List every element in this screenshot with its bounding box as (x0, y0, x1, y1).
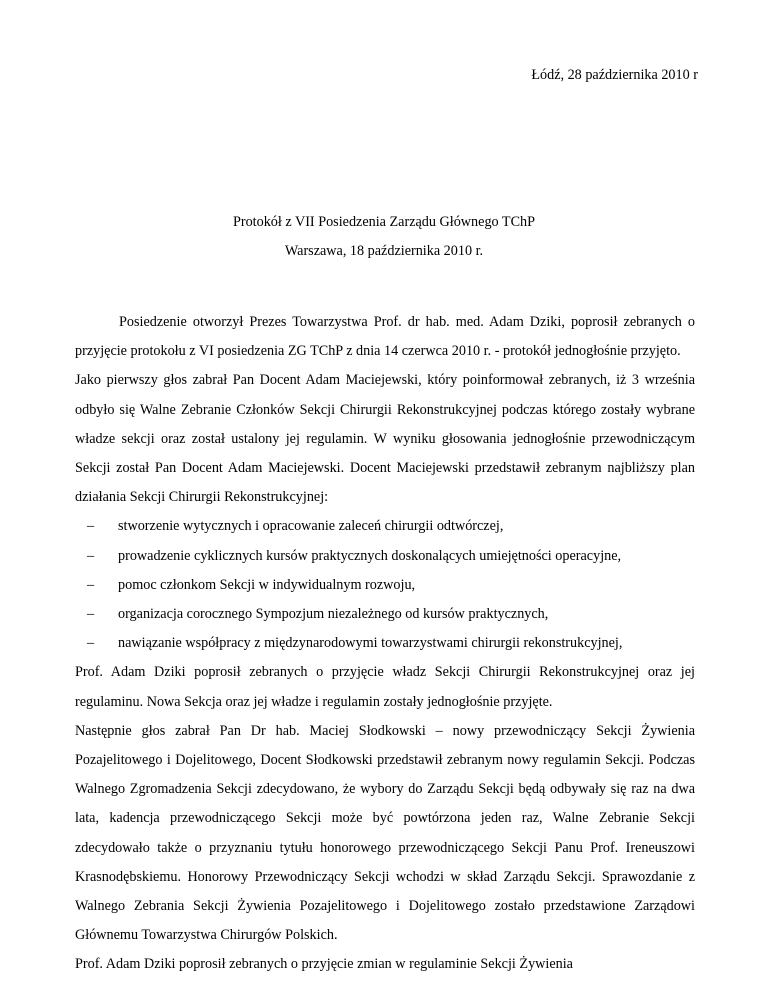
dash-bullet: – (87, 606, 95, 623)
list-item (75, 542, 695, 571)
list-item (75, 600, 695, 629)
list-item-text: prowadzenie cyklicznych kursów praktycznych doskonalących umiejętności operacyjne, (118, 547, 622, 564)
document-body (75, 308, 695, 980)
paragraph-nutrition-section: Następnie głos zabrał Pan Dr hab. Maciej Słodkowski – nowy przewodniczący Sekcji Żywienia Pozajelitowego i Dojelitowego, Docent Słodkowski przedstawił zebranym nowy regulamin Sekcji. Podczas Walnego Zgromadzenia Sekcji zdecydowano, że wybory do Zarządu Sekcji będą odbywały się raz na dwa lata, kadencja przewodniczącego Sekcji może być powtórzona jeden raz, Walne Zebranie Sekcji zdecydowało także o przyznaniu tytułu honorowego przewodniczącego Sekcji Panu Prof. Ireneuszowi Krasnodębskiemu. Honorowy Przewodniczący Sekcji wchodzi w skład Zarządu Sekcji. Sprawozdanie z Walnego Zebrania Sekcji Żywienia Pozajelitowego i Dojelitowego zostało przedstawione Zarządowi Głównemu Towarzystwa Chirurgów Polskich. (75, 722, 695, 944)
document-title (0, 208, 768, 266)
paragraph-opening: Posiedzenie otworzył Prezes Towarzystwa Prof. dr hab. med. Adam Dziki, poprosił zebranych o przyjęcie protokołu z VI posiedzenia ZG TChP z dnia 14 czerwca 2010 r. - protokół jednogłośnie przyjęto. (75, 314, 695, 360)
title-line-2: Warszawa, 18 października 2010 r. (284, 243, 484, 259)
dash-bullet: – (87, 576, 95, 593)
title-line-1: Protokół z VII Posiedzenia Zarządu Głównego TChP (232, 214, 536, 230)
list-item-text: pomoc członkom Sekcji w indywidualnym rozwoju, (118, 576, 416, 593)
paragraph-regulation-changes: Prof. Adam Dziki poprosił zebranych o przyjęcie zmian w regulaminie Sekcji Żywienia (75, 956, 573, 973)
list-item-text: stworzenie wytycznych i opracowanie zaleceń chirurgii odtwórczej, (118, 518, 504, 535)
plan-list (75, 512, 695, 658)
dash-bullet: – (87, 518, 95, 535)
dash-bullet: – (87, 635, 95, 652)
dash-bullet: – (87, 547, 95, 564)
list-item-text: organizacja corocznego Sympozjum niezależnego od kursów praktycznych, (118, 606, 549, 623)
list-item (75, 512, 695, 541)
paragraph-approval: Prof. Adam Dziki poprosił zebranych o przyjęcie władz Sekcji Chirurgii Rekonstrukcyjnej oraz jej regulaminu. Nowa Sekcja oraz jej władze i regulamin zostały jednogłośnie przyjęte. (75, 664, 695, 710)
list-item (75, 571, 695, 600)
list-item-text: nawiązanie współpracy z międzynarodowymi towarzystwami chirurgii rekonstrukcyjnej, (118, 635, 623, 652)
list-item (75, 629, 695, 658)
date-line: Łódź, 28 października 2010 r (531, 67, 698, 83)
paragraph-reconstructive-section: Jako pierwszy głos zabrał Pan Docent Adam Maciejewski, który poinformował zebranych, iż 3 września odbyło się Walne Zebranie Członków Sekcji Chirurgii Rekonstrukcyjnej podczas którego zostały wybrane władze sekcji oraz został ustalony jej regulamin. W wyniku głosowania jednogłośnie przewodniczącym Sekcji został Pan Docent Adam Maciejewski. Docent Maciejewski przedstawił zebranym najbliższy plan działania Sekcji Chirurgii Rekonstrukcyjnej: (75, 372, 695, 506)
